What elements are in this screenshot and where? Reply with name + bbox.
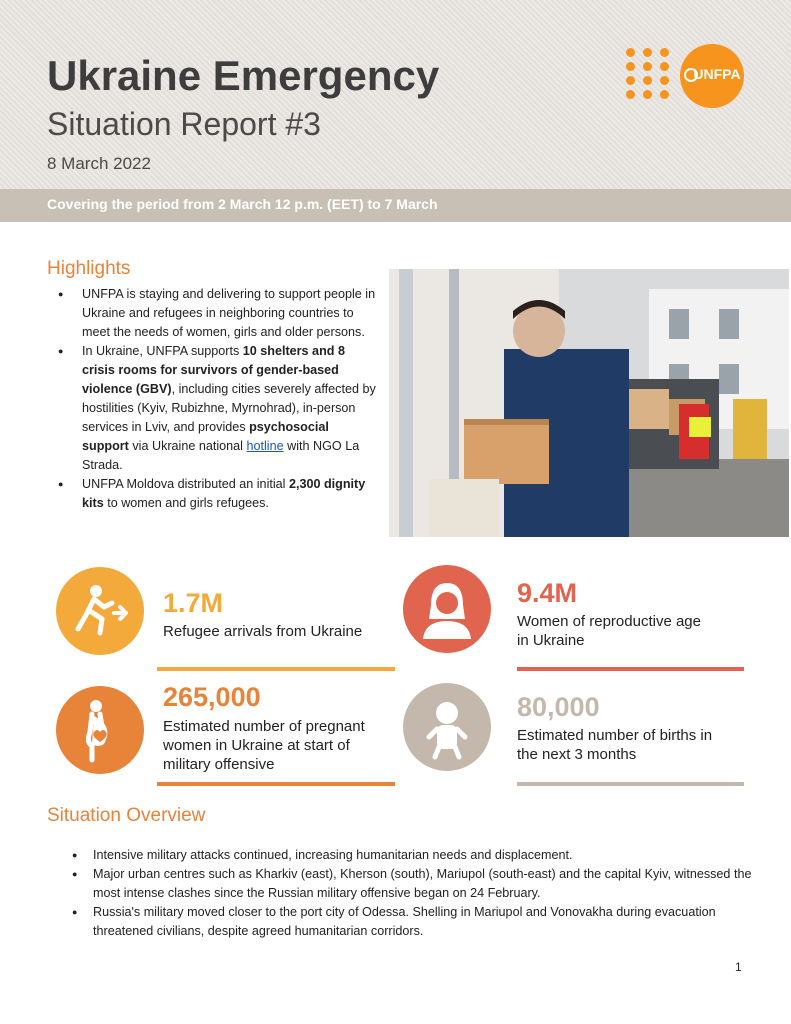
stat-women-number: 9.4M <box>517 578 578 608</box>
highlights-list <box>58 285 378 513</box>
stat-pregnant-label: Estimated number of pregnant women in Ukraine at start of military offensive <box>163 718 365 773</box>
stat-pregnant-rule <box>157 782 395 786</box>
highlight-bold-text: 2,300 dignity kits <box>82 477 366 510</box>
stat-births-number: 80,000 <box>517 692 600 722</box>
report-title: Ukraine Emergency <box>47 52 440 99</box>
report-subtitle: Situation Report #3 <box>47 106 321 142</box>
stat-births-label: Estimated number of births in the next 3 months <box>517 727 713 763</box>
stat-pregnant-number: 265,000 <box>163 682 261 712</box>
highlight-text: , including cities severely affected by hostilities (Kyiv, Rubizhne, Myrnohrad), in-person services in Lviv, and provides <box>82 382 376 434</box>
aid-worker-photo <box>389 269 789 537</box>
pregnant-woman-icon <box>56 686 144 774</box>
logo-dots-icon <box>622 48 682 104</box>
stat-refugee-label: Refugee arrivals from Ukraine <box>163 623 363 640</box>
highlight-text: In Ukraine, UNFPA supports <box>82 344 243 358</box>
period-text: Covering the period from 2 March 12 p.m. (EET) to 7 March <box>47 196 438 212</box>
woman-icon <box>403 565 491 653</box>
stat-women-rule <box>517 667 744 671</box>
running-person-icon <box>56 567 144 655</box>
highlight-text: UNFPA Moldova distributed an initial <box>82 477 289 491</box>
highlight-item <box>58 342 378 475</box>
highlight-text: via Ukraine national <box>128 439 247 453</box>
unfpa-logo <box>622 44 746 106</box>
overview-list <box>72 846 752 941</box>
overview-item: ● Russia's military moved closer to the port city of Odessa. Shelling in Mariupol and Vonovakha during evacuation threatened civilians, despite agreed humanitarian corridors. <box>72 903 752 941</box>
highlight-text: with NGO La Strada. <box>82 439 360 472</box>
highlight-bold-text: psychosocial support <box>82 420 329 453</box>
highlights-heading: Highlights <box>47 258 131 279</box>
overview-item: ● Intensive military attacks continued, increasing humanitarian needs and displacement. <box>72 846 752 865</box>
baby-icon <box>403 683 491 771</box>
overview-item: ● Major urban centres such as Kharkiv (east), Kherson (south), Mariupol (south-east) and the capital Kyiv, witnessed the most intense clashes since the Russian military offensive began on 24 February. <box>72 865 752 903</box>
stat-births-rule <box>517 782 744 786</box>
highlight-bold-text: 10 shelters and 8 crisis rooms for survivors of gender-based violence (GBV) <box>82 344 345 396</box>
highlight-text: to women and girls refugees. <box>103 496 269 510</box>
stat-refugee-rule <box>157 667 395 671</box>
highlight-item <box>58 285 378 342</box>
stat-women-label: Women of reproductive age in Ukraine <box>517 613 701 649</box>
logo-text: UNFPA <box>693 66 741 82</box>
hotline-link[interactable]: hotline <box>246 439 284 453</box>
highlight-item <box>58 475 378 513</box>
highlight-text: UNFPA is staying and delivering to support people in Ukraine and refugees in neighboring countries to meet the needs of women, girls and older persons. <box>82 287 376 339</box>
stat-refugee-number: 1.7M <box>163 588 224 618</box>
page-number: 1 <box>735 960 742 974</box>
overview-heading: Situation Overview <box>47 805 206 826</box>
report-date: 8 March 2022 <box>47 154 151 173</box>
